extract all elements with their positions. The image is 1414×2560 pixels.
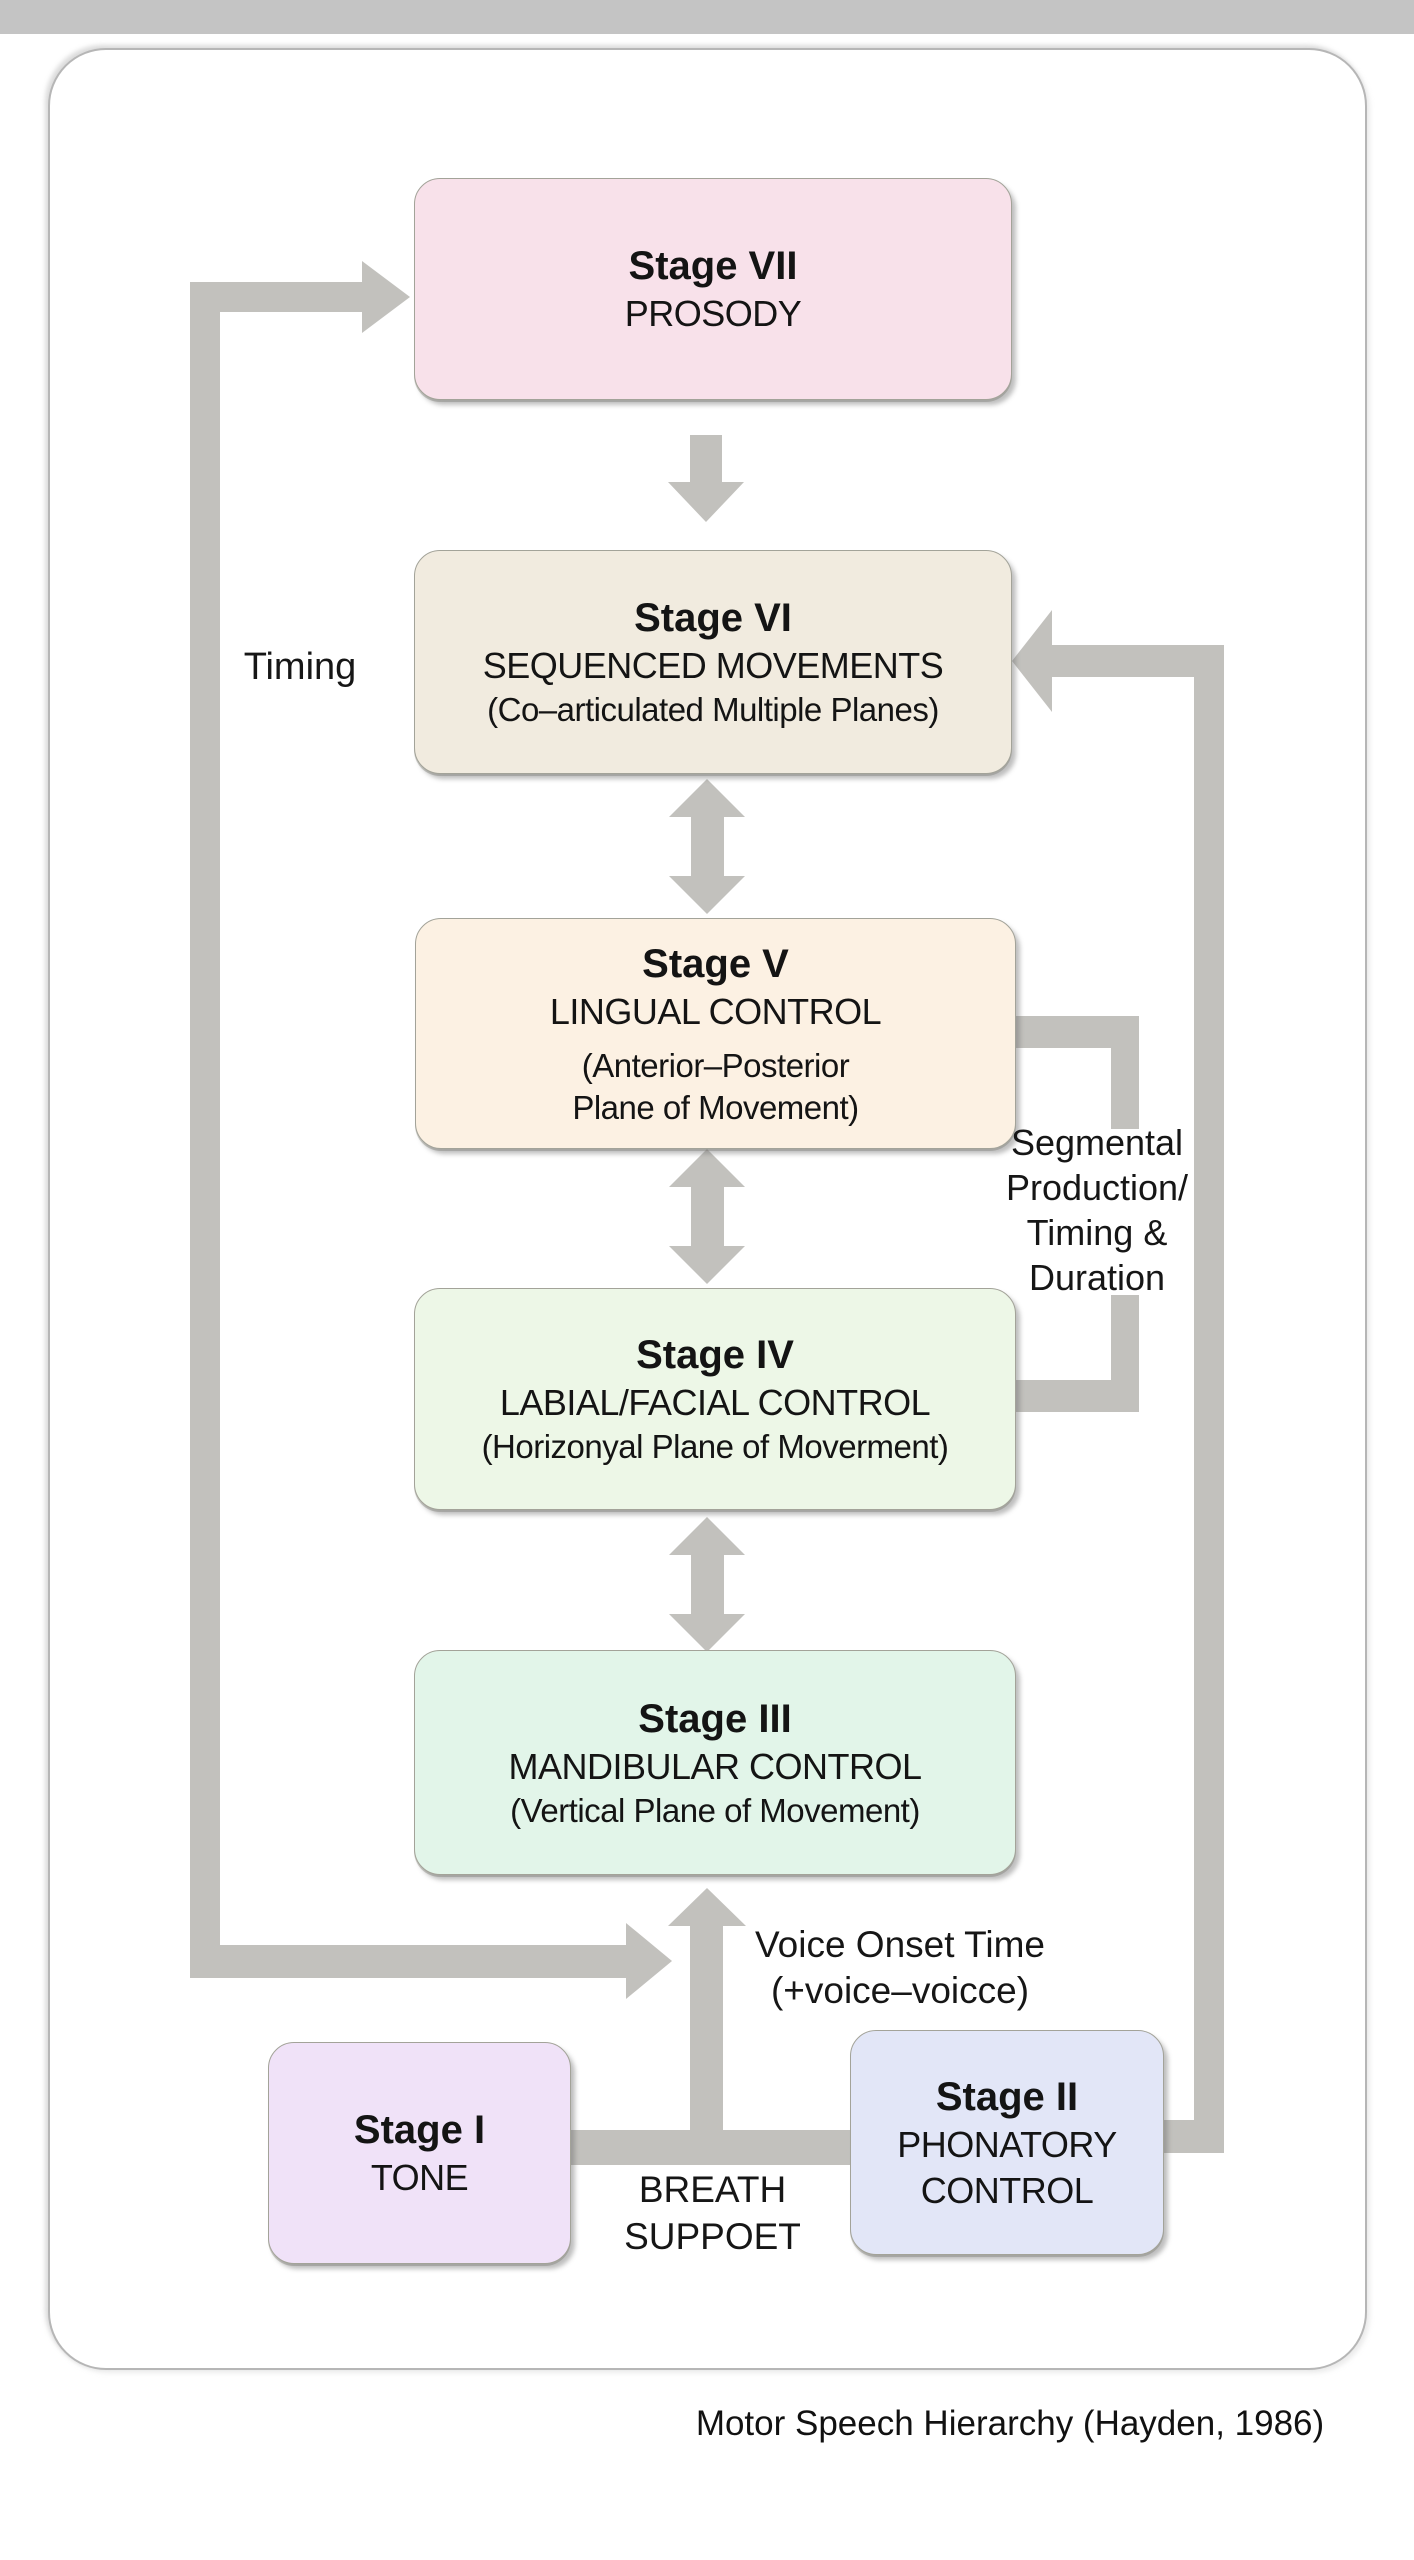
- arrow-shaft: [691, 1555, 724, 1614]
- voice-onset-time-label: [730, 1922, 1070, 2014]
- figure-caption: Motor Speech Hierarchy (Hayden, 1986): [695, 2404, 1325, 2443]
- stage-iv-title: Stage IV: [636, 1333, 794, 1377]
- stage-vii-title: Stage VII: [628, 244, 798, 288]
- right-line-vertical: [1194, 645, 1224, 2153]
- voice-onset-line1: Voice Onset Time: [755, 1924, 1045, 1965]
- stage-iv-box: [414, 1288, 1016, 1510]
- segmental-production-label: [980, 1120, 1214, 1300]
- arrow-up-icon: [669, 779, 745, 817]
- stage-i-box: [268, 2042, 571, 2264]
- stage-vi-detail: (Co–articulated Multiple Planes): [487, 691, 939, 728]
- stage-iv-detail: (Horizonyal Plane of Moverment): [481, 1428, 949, 1465]
- arrow-up-icon: [669, 1517, 745, 1555]
- arrow-up-icon: [669, 1149, 745, 1187]
- timing-label: Timing: [243, 646, 357, 688]
- stage-vii-subtitle: PROSODY: [624, 293, 802, 334]
- segmental-label-line1: Segmental: [1010, 1122, 1184, 1163]
- stage-iii-subtitle: MANDIBULAR CONTROL: [508, 1745, 922, 1787]
- stage-iii-detail: (Vertical Plane of Movement): [510, 1791, 920, 1829]
- arrow-right-icon: [362, 261, 410, 333]
- double-arrow-vi-v: [669, 779, 745, 914]
- stage-iii-box: [414, 1650, 1016, 1875]
- timing-line-vertical: [190, 282, 220, 1978]
- stage-iii-title: Stage III: [638, 1696, 792, 1741]
- stage-v-title: Stage V: [642, 941, 789, 986]
- arrow-right-icon: [626, 1923, 672, 1999]
- timing-line-bottom-horizontal: [190, 1945, 626, 1978]
- arrow-down-icon: [668, 482, 744, 522]
- stage-ii-box: [850, 2030, 1164, 2255]
- right-line-bottom-horizontal: [1162, 2120, 1224, 2153]
- stage-vi-title: Stage VI: [634, 596, 792, 640]
- breath-label-line2: SUPPOET: [624, 2216, 801, 2257]
- bottom-gray-bar: [0, 0, 1414, 34]
- breath-support-bar: [569, 2130, 850, 2165]
- segmental-label-line4: Duration: [1028, 1257, 1166, 1298]
- arrow-down-icon: [669, 876, 745, 914]
- segmental-label-line2: Production/: [1005, 1167, 1189, 1208]
- stage-v-subtitle: LINGUAL CONTROL: [549, 990, 882, 1032]
- stage-ii-title: Stage II: [935, 2074, 1079, 2119]
- stage-i-title: Stage I: [353, 2108, 486, 2152]
- stage-vi-box: [414, 550, 1012, 774]
- breath-support-label: [590, 2166, 835, 2260]
- double-arrow-iv-iii: [669, 1517, 745, 1652]
- arrow-left-icon: [1012, 610, 1052, 712]
- stage-ii-subtitle-line1: PHONATORY: [897, 2123, 1117, 2165]
- segmental-label-line3: Timing &: [1026, 1212, 1168, 1253]
- stage-vii-box: [414, 178, 1012, 400]
- voice-onset-line2: (+voice–voicce): [770, 1970, 1030, 2011]
- arrow-down-icon: [669, 1614, 745, 1652]
- stage-i-subtitle: TONE: [370, 2157, 469, 2198]
- arrow-shaft: [691, 1187, 724, 1246]
- down-arrow-shaft: [690, 435, 722, 483]
- stage-iv-subtitle: LABIAL/FACIAL CONTROL: [499, 1382, 931, 1423]
- stage-v-box: [415, 918, 1016, 1149]
- breath-label-line1: BREATH: [638, 2169, 787, 2210]
- double-arrow-v-iv: [669, 1149, 745, 1284]
- arrow-up-icon: [668, 1888, 746, 1926]
- arrow-shaft: [691, 817, 724, 876]
- timing-line-top-horizontal: [190, 282, 362, 312]
- stage-v-detail-line2: Plane of Movement): [572, 1088, 859, 1126]
- segmental-bracket-bottom-horizontal: [1014, 1380, 1139, 1412]
- stage-v-detail-line1: (Anterior–Posterior: [581, 1046, 850, 1084]
- arrow-down-icon: [669, 1246, 745, 1284]
- stage-vi-subtitle: SEQUENCED MOVEMENTS: [482, 645, 944, 686]
- stage-ii-subtitle-line2: CONTROL: [920, 2169, 1094, 2211]
- segmental-bracket-top-vertical: [1111, 1016, 1139, 1129]
